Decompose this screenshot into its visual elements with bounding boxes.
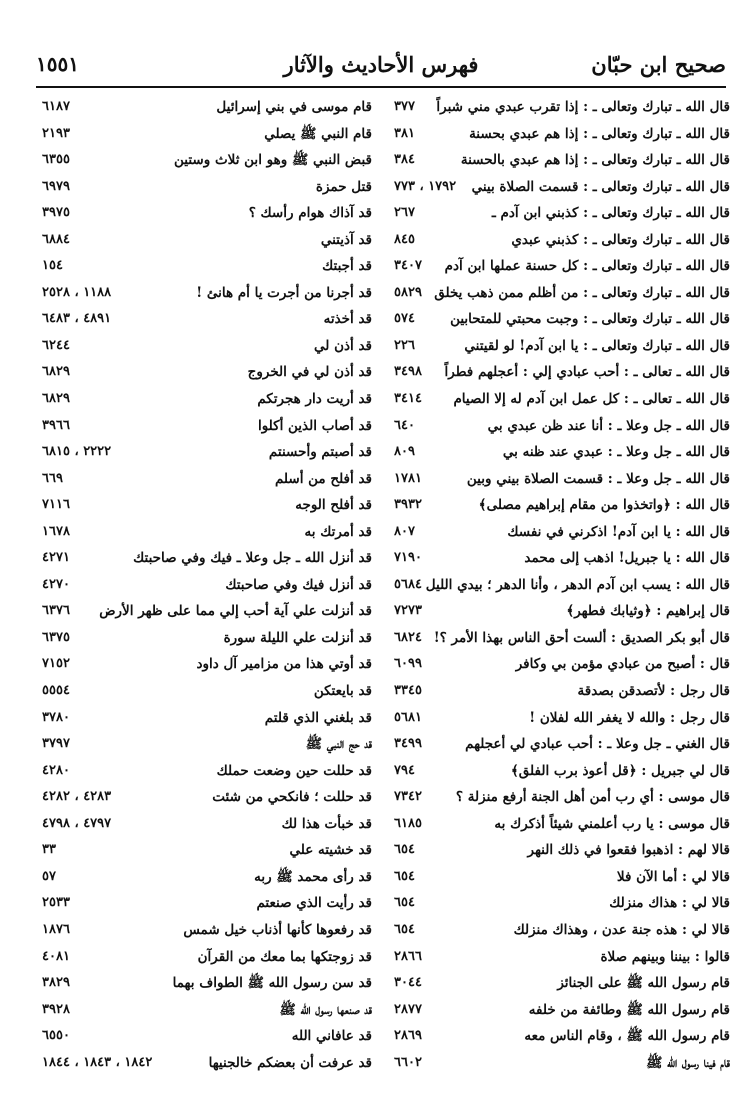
index-entry	[394, 121, 730, 148]
entry-reference-number: ٦٦٩	[42, 470, 63, 486]
entry-text: قد رأيت الذي صنعتم	[256, 895, 372, 912]
index-entry	[42, 1023, 372, 1050]
entry-reference-number: ٣٩٢٨	[42, 1001, 70, 1017]
entry-reference-number: ٨٠٩	[394, 444, 415, 460]
index-entry	[394, 731, 730, 758]
entry-text: قد عافاني الله	[291, 1028, 372, 1045]
entry-text: قد حج النبي ﷺ	[305, 736, 372, 753]
entry-reference-number: ٣٧٧	[394, 99, 415, 114]
index-entry	[42, 731, 372, 758]
entry-reference-number: ٦٥٥٠	[42, 1028, 70, 1044]
index-entry	[394, 970, 730, 997]
entry-text: قد حللت ؛ فانكحي من شئت	[212, 789, 372, 806]
entry-text: قال الغني ـ جل وعلا ـ : أحب عبادي لي أعجلهم	[465, 736, 730, 753]
entry-reference-number: ٣٩٣٢	[394, 497, 422, 513]
entry-text: قتل حمزة	[315, 178, 372, 195]
index-entry	[42, 1050, 372, 1077]
entry-text: قد آذاك هوام رأسك ؟	[248, 205, 372, 222]
entry-reference-number: ١٧٨١	[394, 470, 422, 486]
entry-reference-number: ٣٤٠٧	[394, 258, 422, 274]
entry-text: قد أصبتم وأحسنتم	[268, 444, 372, 461]
entry-text: قالوا : بيننا وبينهم صلاة	[600, 948, 730, 965]
entry-text: قالا لي : هذه جنة عدن ، وهذاك منزلك	[513, 921, 730, 938]
entry-reference-number: ٥٧٤	[394, 311, 415, 327]
index-entry	[42, 386, 372, 413]
entry-reference-number: ٧١١٦	[42, 497, 70, 513]
index-entry	[394, 917, 730, 944]
index-entry	[394, 572, 730, 599]
entry-text: قال الله ـ تعالى ـ : كل عمل ابن آدم له إلا الصيام	[453, 391, 730, 408]
entry-reference-number: ٥٧	[42, 868, 56, 884]
entry-reference-number: ٦٦٠٢	[394, 1054, 422, 1070]
entry-text: قد أفلح الوجه	[295, 497, 372, 514]
entry-text: قد خبأت هذا لك	[281, 815, 372, 832]
entry-text: قد أنزل فيك وفي صاحبتك	[225, 576, 372, 593]
entry-text: قد أصاب الذين أكلوا	[257, 417, 372, 434]
entry-reference-number: ٦٩٧٩	[42, 178, 70, 194]
index-entry	[394, 598, 730, 625]
left-index-column	[42, 94, 372, 1076]
entry-text: قال الله ـ تعالى ـ : أحب عبادي إلي : أعجلهم فطراً	[444, 364, 730, 381]
entry-text: قال إبراهيم : ﴿وثيابك فطهر﴾	[566, 603, 730, 620]
entry-reference-number: ٦١٨٥	[394, 815, 422, 831]
entry-text: قالا لي : أما الآن فلا	[616, 868, 730, 885]
index-entry	[394, 705, 730, 732]
entry-text: قام رسول الله ﷺ ، وقام الناس معه	[524, 1028, 730, 1045]
index-entry	[42, 784, 372, 811]
entry-reference-number: ٣٤١٤	[394, 391, 422, 407]
index-entry	[394, 944, 730, 971]
entry-text: قد أنزلت علي الليلة سورة	[223, 629, 372, 646]
entry-text: قال الله ـ جل وعلا ـ : قسمت الصلاة بيني وبين	[466, 470, 730, 487]
index-entry	[394, 651, 730, 678]
entry-text: قد زوجتكها بما معك من القرآن	[197, 948, 372, 965]
entry-text: قالا لهم : اذهبوا فقعوا في ذلك النهر	[527, 842, 730, 859]
index-entry	[42, 944, 372, 971]
entry-text: قام موسى في بني إسرائيل	[216, 99, 372, 115]
index-entry	[394, 306, 730, 333]
entry-reference-number: ٤٨٩١ ، ٦٤٨٣	[42, 311, 112, 327]
entry-reference-number: ٦٥٤	[394, 895, 415, 911]
entry-reference-number: ٧١٥٢	[42, 656, 70, 672]
index-entry	[394, 200, 730, 227]
index-entry	[394, 1023, 730, 1050]
index-entry	[42, 333, 372, 360]
entry-reference-number: ٧١٩٠	[394, 550, 422, 566]
index-title: فهرس الأحاديث والآثار	[283, 52, 479, 77]
entry-text: قال الله ـ تبارك وتعالى ـ : كل حسنة عملها ابن آدم	[444, 258, 730, 275]
index-entry	[394, 466, 730, 493]
index-entry	[394, 545, 730, 572]
entry-reference-number: ٦٥٤	[394, 842, 415, 858]
index-entry	[42, 890, 372, 917]
index-entry	[42, 705, 372, 732]
entry-text: قام فينا رسول الله ﷺ	[646, 1054, 730, 1071]
entry-text: قام رسول الله ﷺ وطائفة من خلفه	[528, 1001, 730, 1018]
index-entry	[394, 147, 730, 174]
entry-text: قام رسول الله ﷺ على الجنائز	[557, 975, 730, 992]
index-entry	[394, 678, 730, 705]
index-entry	[42, 917, 372, 944]
entry-reference-number: ٣٣	[42, 842, 56, 858]
index-entry	[394, 439, 730, 466]
book-title: صحيح ابن حبّان	[591, 52, 726, 77]
entry-reference-number: ٧٣٤٢	[394, 789, 422, 805]
entry-text: قال موسى : يا رب أعلمني شيئاً أذكرك به	[494, 815, 730, 832]
entry-text: قال الله : ﴿واتخذوا من مقام إبراهيم مصلى﴾	[478, 497, 730, 514]
right-index-column	[394, 94, 730, 1076]
entry-reference-number: ٤٢٨٠	[42, 762, 70, 778]
entry-reference-number: ٣٧٨٠	[42, 709, 70, 725]
index-entry	[394, 280, 730, 307]
entry-text: قد صنعها رسول الله ﷺ	[279, 1001, 372, 1018]
entry-reference-number: ٦٨٢٤	[394, 629, 422, 645]
entry-text: قد بايعتكن	[313, 683, 372, 700]
index-entry	[394, 413, 730, 440]
entry-reference-number: ٢٨٦٩	[394, 1028, 422, 1044]
entry-text: قال الله : يسب ابن آدم الدهر ، وأنا الدهر ؛ بيدي الليل	[425, 576, 730, 593]
entry-text: قال الله ـ تبارك وتعالى ـ : يا ابن آدم! لو لقيتني	[464, 337, 730, 354]
entry-text: قد عرفت أن بعضكم خالجنيها	[208, 1054, 372, 1071]
entry-text: قال لي جبريل : ﴿قل أعوذ برب الفلق﴾	[510, 762, 730, 779]
entry-text: قال الله ـ تبارك وتعالى ـ : إذا هم عبدي بحسنة	[469, 125, 730, 142]
index-entry	[42, 970, 372, 997]
entry-reference-number: ٥٦٨١	[394, 709, 422, 725]
index-entry	[42, 572, 372, 599]
entry-text: قال الله ـ تبارك وتعالى ـ : وجبت محبتي للمتحابين	[450, 311, 730, 328]
index-entry	[42, 94, 372, 121]
index-entry	[42, 651, 372, 678]
index-entry	[42, 280, 372, 307]
index-entry	[42, 545, 372, 572]
index-entry	[42, 811, 372, 838]
entry-reference-number: ١٦٧٨	[42, 523, 70, 539]
entry-reference-number: ٢٨٧٧	[394, 1001, 422, 1017]
entry-text: قال الله ـ تبارك وتعالى ـ : إذا تقرب عبدي مني شبراً	[436, 99, 730, 115]
entry-text: قد أجرنا من أجرت يا أم هانئ !	[196, 284, 372, 301]
entry-reference-number: ٦٨٢٩	[42, 364, 70, 380]
index-entry	[42, 413, 372, 440]
index-entry	[42, 359, 372, 386]
index-entry	[42, 997, 372, 1024]
entry-reference-number: ٢٥٣٣	[42, 895, 70, 911]
index-entry	[394, 997, 730, 1024]
entry-reference-number: ٧٩٤	[394, 762, 415, 778]
entry-reference-number: ٨٠٧	[394, 523, 415, 539]
entry-text: قبض النبي ﷺ وهو ابن ثلاث وستين	[173, 152, 372, 169]
entry-reference-number: ٧٢٧٣	[394, 603, 422, 619]
entry-reference-number: ٦٨٢٩	[42, 391, 70, 407]
entry-text: قال موسى : أي رب أمن أهل الجنة أرفع منزلة ؟	[455, 789, 730, 806]
header-rule	[36, 86, 726, 88]
entry-reference-number: ٣٠٤٤	[394, 975, 422, 991]
index-entry	[394, 625, 730, 652]
index-entry	[394, 864, 730, 891]
entry-reference-number: ٦٥٤	[394, 921, 415, 937]
entry-reference-number: ٣٩٦٦	[42, 417, 70, 433]
entry-reference-number: ٣٤٩٨	[394, 364, 422, 380]
entry-text: قال الله ـ تبارك وتعالى ـ : من أظلم ممن ذهب يخلق	[434, 284, 730, 301]
entry-reference-number: ١٥٤	[42, 258, 63, 274]
entry-reference-number: ٢١٩٣	[42, 125, 70, 141]
index-entry	[394, 333, 730, 360]
entry-text: قال الله ـ تبارك وتعالى ـ : كذبني عبدي	[511, 231, 730, 248]
entry-reference-number: ٤٢٧١	[42, 550, 70, 566]
entry-reference-number: ١٨٤٢ ، ١٨٤٣ ، ١٨٤٤	[42, 1054, 153, 1070]
entry-text: قال الله ـ تبارك وتعالى ـ : كذبني ابن آدم ـ	[491, 205, 730, 222]
index-entry	[394, 386, 730, 413]
entry-reference-number: ١٨٧٦	[42, 921, 70, 937]
index-entry	[42, 519, 372, 546]
entry-reference-number: ٤٧٩٧ ، ٤٧٩٨	[42, 815, 112, 831]
index-entry	[42, 147, 372, 174]
entry-text: قد أجبتك	[322, 258, 372, 275]
entry-text: قد رفعوها كأنها أذناب خيل شمس	[183, 921, 372, 938]
entry-reference-number: ٣٨٤	[394, 152, 415, 168]
index-entry	[42, 758, 372, 785]
index-entry	[394, 1050, 730, 1077]
entry-reference-number: ٦٣٥٥	[42, 152, 70, 168]
entry-text: قد أخذته	[323, 311, 372, 328]
entry-reference-number: ٦٨٨٤	[42, 231, 70, 247]
entry-reference-number: ٣٣٤٥	[394, 683, 422, 699]
index-entry	[394, 94, 730, 121]
entry-text: قالا لي : هذاك منزلك	[609, 895, 730, 912]
index-entry	[42, 466, 372, 493]
entry-text: قد آذيتني	[320, 231, 372, 248]
entry-text: قد خشيته علي	[289, 842, 372, 859]
entry-reference-number: ٤٢٨٣ ، ٤٢٨٢	[42, 789, 112, 805]
entry-reference-number: ٥٦٨٤	[394, 576, 422, 592]
entry-text: قد أنزل الله ـ جل وعلا ـ فيك وفي صاحبتك	[133, 550, 372, 567]
entry-text: قد أفلح من أسلم	[274, 470, 372, 487]
index-entry	[42, 492, 372, 519]
index-entry	[42, 625, 372, 652]
entry-text: قد بلغني الذي قلتم	[264, 709, 372, 726]
entry-reference-number: ٦٢٤٤	[42, 337, 70, 353]
index-entry	[394, 174, 730, 201]
entry-reference-number: ٤٠٨١	[42, 948, 70, 964]
entry-text: قال الله : يا جبريل! اذهب إلى محمد	[524, 550, 730, 567]
entry-reference-number: ٢٦٧	[394, 205, 415, 221]
index-entry	[394, 492, 730, 519]
entry-reference-number: ٣٨١	[394, 125, 415, 141]
entry-text: قد أذن لي في الخروج	[247, 364, 372, 381]
entry-text: قد سن رسول الله ﷺ الطواف بهما	[172, 975, 372, 992]
entry-reference-number: ٨٤٥	[394, 231, 415, 247]
entry-reference-number: ٣٩٧٥	[42, 205, 70, 221]
entry-text: قال الله ـ جل وعلا ـ : أنا عند ظن عبدي بي	[487, 417, 730, 434]
page-header	[36, 52, 726, 86]
entry-text: قال الله ـ تبارك وتعالى ـ : قسمت الصلاة بيني	[471, 178, 730, 195]
entry-text: قال الله : يا ابن آدم! اذكرني في نفسك	[507, 523, 730, 540]
entry-text: قد أمرتك به	[304, 523, 372, 540]
entry-reference-number: ٦٣٧٥	[42, 629, 70, 645]
entry-reference-number: ٦٤٠	[394, 417, 415, 433]
entry-text: قد رأى محمد ﷺ ربه	[254, 868, 372, 885]
entry-reference-number: ٥٨٢٩	[394, 284, 422, 300]
index-entry	[42, 837, 372, 864]
entry-text: قد أنزلت علي آية أحب إلي مما على ظهر الأرض	[99, 603, 372, 620]
entry-text: قال : أصبح من عبادي مؤمن بي وكافر	[515, 656, 730, 673]
index-entry	[394, 227, 730, 254]
index-entry	[42, 864, 372, 891]
entry-text: قد أريت دار هجرتكم	[257, 391, 372, 408]
entry-reference-number: ٢٢٢٢ ، ٦٨١٥	[42, 444, 112, 460]
index-entry	[42, 678, 372, 705]
index-entry	[42, 200, 372, 227]
entry-text: قد أوتي هذا من مزامير آل داود	[196, 656, 372, 673]
index-entry	[42, 439, 372, 466]
entry-reference-number: ١١٨٨ ، ٢٥٢٨	[42, 284, 112, 300]
entry-reference-number: ٢٨٦٦	[394, 948, 422, 964]
entry-reference-number: ٥٥٥٤	[42, 683, 70, 699]
entry-text: قال الله ـ جل وعلا ـ : عبدي عند ظنه بي	[502, 444, 730, 461]
entry-text: قال أبو بكر الصديق : ألست أحق الناس بهذا الأمر ؟!	[433, 629, 730, 646]
entry-reference-number: ٦٠٩٩	[394, 656, 422, 672]
entry-text: قال رجل : والله لا يغفر الله لفلان !	[529, 709, 730, 726]
entry-reference-number: ٦١٨٧	[42, 99, 70, 114]
entry-reference-number: ٦٣٧٦	[42, 603, 70, 619]
index-entry	[42, 598, 372, 625]
entry-reference-number: ٣٧٩٧	[42, 736, 70, 752]
page-number: ١٥٥١	[36, 52, 79, 76]
index-entry	[42, 121, 372, 148]
entry-text: قال الله ـ تبارك وتعالى ـ : إذا هم عبدي بالحسنة	[460, 152, 730, 169]
index-entry	[394, 890, 730, 917]
entry-reference-number: ٣٤٩٩	[394, 736, 422, 752]
index-entry	[42, 227, 372, 254]
index-entry	[42, 253, 372, 280]
entry-text: قد أذن لي	[314, 337, 372, 354]
index-entry	[394, 837, 730, 864]
index-entry	[394, 253, 730, 280]
index-entry	[394, 784, 730, 811]
index-entry	[394, 811, 730, 838]
index-entry	[42, 306, 372, 333]
entry-reference-number: ٦٥٤	[394, 868, 415, 884]
entry-reference-number: ٣٨٢٩	[42, 975, 70, 991]
index-entry	[394, 519, 730, 546]
entry-reference-number: ٤٢٧٠	[42, 576, 70, 592]
entry-reference-number: ١٧٩٢ ، ٧٧٣	[394, 178, 457, 194]
entry-text: قال رجل : لأتصدقن بصدقة	[577, 683, 730, 700]
entry-text: قام النبي ﷺ يصلي	[264, 125, 372, 142]
index-entry	[42, 174, 372, 201]
entry-reference-number: ٢٢٦	[394, 337, 415, 353]
index-entry	[394, 758, 730, 785]
index-entry	[394, 359, 730, 386]
entry-text: قد حللت حين وضعت حملك	[216, 762, 372, 779]
